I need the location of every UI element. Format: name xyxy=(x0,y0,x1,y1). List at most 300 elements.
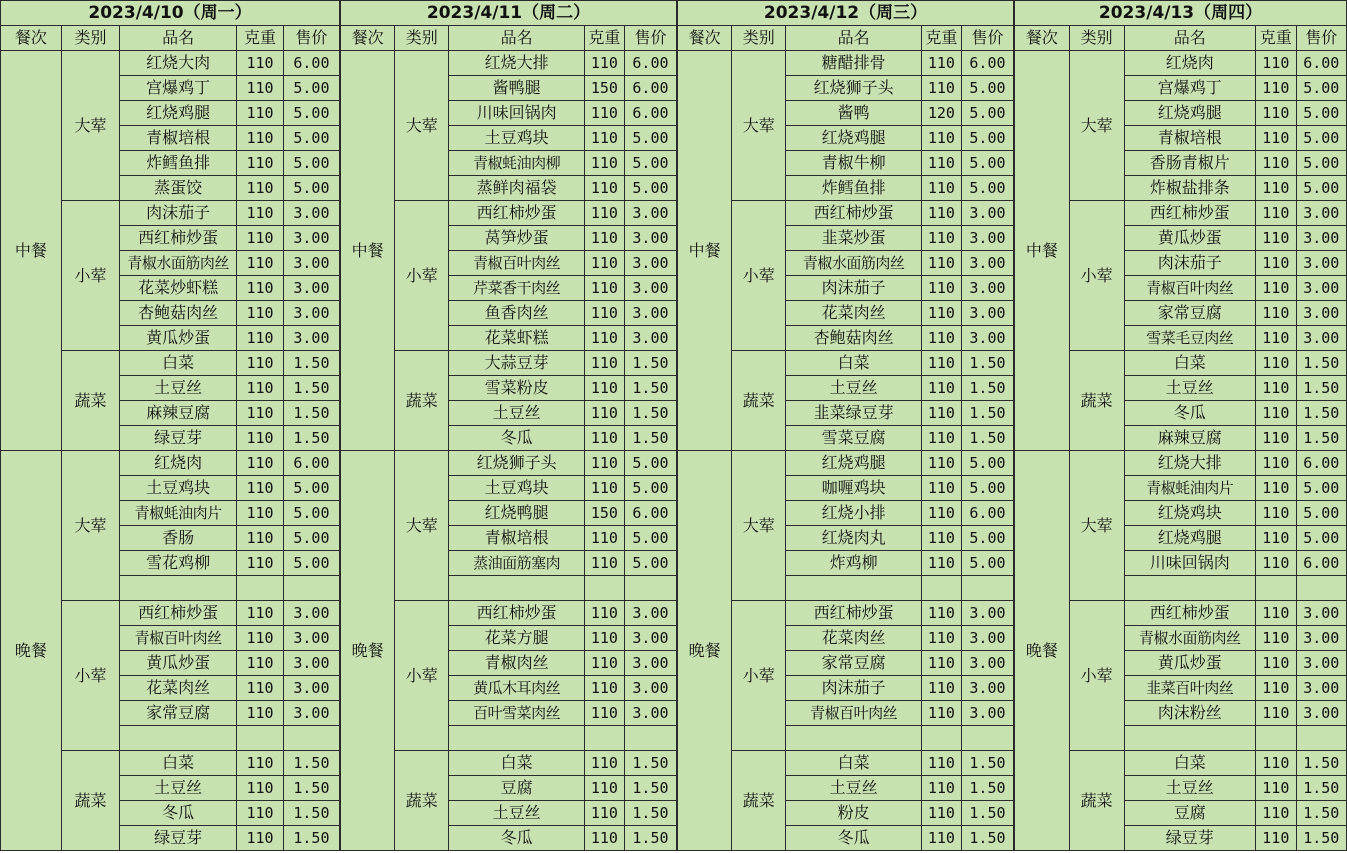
dish-name-cell[interactable]: 青椒百叶肉丝 xyxy=(449,251,584,276)
weight-cell[interactable]: 110 xyxy=(237,501,284,526)
price-cell[interactable]: 3.00 xyxy=(624,626,676,651)
price-cell[interactable]: 6.00 xyxy=(624,101,676,126)
meal-col-header[interactable]: 餐次 xyxy=(341,26,395,51)
price-cell[interactable]: 5.00 xyxy=(1296,126,1346,151)
dish-name-cell[interactable]: 炸椒盐排条 xyxy=(1124,176,1255,201)
weight-cell[interactable]: 110 xyxy=(1256,201,1297,226)
price-cell[interactable]: 5.00 xyxy=(961,176,1013,201)
weight-cell[interactable]: 110 xyxy=(921,426,961,451)
price-cell[interactable]: 5.00 xyxy=(1296,501,1346,526)
dish-name-cell[interactable]: 花菜虾糕 xyxy=(449,326,584,351)
weight-cell[interactable]: 110 xyxy=(584,51,624,76)
price-cell[interactable] xyxy=(283,576,339,601)
weight-cell[interactable] xyxy=(237,576,284,601)
weight-cell[interactable]: 110 xyxy=(237,226,284,251)
meal-cell[interactable]: 中餐 xyxy=(1,51,62,451)
dish-name-cell[interactable]: 肉沫茄子 xyxy=(786,676,921,701)
weight-cell[interactable]: 110 xyxy=(921,151,961,176)
weight-cell[interactable]: 110 xyxy=(584,776,624,801)
name-col-header[interactable]: 品名 xyxy=(786,26,921,51)
weight-cell[interactable]: 110 xyxy=(921,776,961,801)
dish-name-cell[interactable]: 红烧大排 xyxy=(1124,451,1255,476)
weight-cell[interactable]: 110 xyxy=(1256,151,1297,176)
price-cell[interactable]: 1.50 xyxy=(624,426,676,451)
dish-name-cell[interactable]: 肉沫茄子 xyxy=(786,276,921,301)
price-cell[interactable]: 1.50 xyxy=(961,776,1013,801)
weight-cell[interactable]: 110 xyxy=(237,601,284,626)
dish-name-cell[interactable]: 糖醋排骨 xyxy=(786,51,921,76)
category-cell[interactable]: 小荤 xyxy=(1069,601,1124,751)
category-cell[interactable]: 大荤 xyxy=(1069,451,1124,601)
weight-cell[interactable]: 110 xyxy=(584,676,624,701)
dish-name-cell[interactable]: 花菜肉丝 xyxy=(786,301,921,326)
dish-name-cell[interactable]: 西红柿炒蛋 xyxy=(449,601,584,626)
weight-cell[interactable]: 110 xyxy=(1256,276,1297,301)
price-cell[interactable]: 3.00 xyxy=(1296,251,1346,276)
price-cell[interactable]: 3.00 xyxy=(961,201,1013,226)
price-cell[interactable]: 5.00 xyxy=(283,476,339,501)
weight-cell[interactable]: 110 xyxy=(1256,501,1297,526)
meal-cell[interactable]: 晚餐 xyxy=(341,451,395,851)
dish-name-cell[interactable]: 麻辣豆腐 xyxy=(1124,426,1255,451)
price-cell[interactable]: 6.00 xyxy=(624,76,676,101)
price-cell[interactable]: 1.50 xyxy=(1296,401,1346,426)
price-col-header[interactable]: 售价 xyxy=(961,26,1013,51)
price-cell[interactable]: 1.50 xyxy=(961,801,1013,826)
price-cell[interactable]: 3.00 xyxy=(283,201,339,226)
weight-cell[interactable]: 110 xyxy=(1256,426,1297,451)
weight-cell[interactable]: 110 xyxy=(1256,226,1297,251)
price-cell[interactable]: 5.00 xyxy=(961,476,1013,501)
dish-name-cell[interactable]: 青椒百叶肉丝 xyxy=(786,701,921,726)
price-cell[interactable]: 3.00 xyxy=(1296,301,1346,326)
dish-name-cell[interactable]: 土豆丝 xyxy=(449,401,584,426)
category-cell[interactable]: 大荤 xyxy=(61,451,119,601)
dish-name-cell[interactable]: 白菜 xyxy=(1124,751,1255,776)
weight-cell[interactable]: 110 xyxy=(584,251,624,276)
price-cell[interactable]: 3.00 xyxy=(283,651,339,676)
weight-cell[interactable]: 110 xyxy=(584,451,624,476)
dish-name-cell[interactable] xyxy=(786,576,921,601)
price-cell[interactable]: 1.50 xyxy=(961,376,1013,401)
category-cell[interactable]: 大荤 xyxy=(732,51,786,201)
meal-cell[interactable]: 晚餐 xyxy=(1,451,62,851)
weight-cell[interactable] xyxy=(1256,726,1297,751)
day-date-header[interactable]: 2023/4/10（周一） xyxy=(1,1,340,26)
weight-cell[interactable]: 110 xyxy=(237,676,284,701)
dish-name-cell[interactable]: 土豆丝 xyxy=(120,376,237,401)
dish-name-cell[interactable]: 土豆丝 xyxy=(449,801,584,826)
price-cell[interactable]: 5.00 xyxy=(283,126,339,151)
weight-cell[interactable]: 110 xyxy=(237,301,284,326)
weight-cell[interactable]: 110 xyxy=(237,251,284,276)
dish-name-cell[interactable]: 土豆鸡块 xyxy=(449,476,584,501)
dish-name-cell[interactable]: 青椒肉丝 xyxy=(449,651,584,676)
price-col-header[interactable]: 售价 xyxy=(283,26,339,51)
price-cell[interactable] xyxy=(624,576,676,601)
weight-col-header[interactable]: 克重 xyxy=(584,26,624,51)
weight-cell[interactable]: 110 xyxy=(584,326,624,351)
weight-cell[interactable]: 110 xyxy=(1256,551,1297,576)
price-cell[interactable]: 3.00 xyxy=(283,701,339,726)
price-cell[interactable]: 1.50 xyxy=(624,401,676,426)
dish-name-cell[interactable]: 花菜肉丝 xyxy=(786,626,921,651)
dish-name-cell[interactable]: 蒸鲜肉福袋 xyxy=(449,176,584,201)
dish-name-cell[interactable]: 土豆丝 xyxy=(786,376,921,401)
dish-name-cell[interactable]: 炸鳕鱼排 xyxy=(786,176,921,201)
dish-name-cell[interactable]: 青椒蚝油肉片 xyxy=(120,501,237,526)
weight-cell[interactable]: 110 xyxy=(1256,326,1297,351)
weight-cell[interactable]: 110 xyxy=(921,451,961,476)
price-cell[interactable]: 1.50 xyxy=(961,426,1013,451)
dish-name-cell[interactable]: 川味回锅肉 xyxy=(449,101,584,126)
weight-cell[interactable]: 110 xyxy=(584,826,624,851)
price-cell[interactable]: 5.00 xyxy=(283,176,339,201)
dish-name-cell[interactable]: 红烧狮子头 xyxy=(786,76,921,101)
weight-cell[interactable]: 110 xyxy=(584,101,624,126)
category-cell[interactable]: 蔬菜 xyxy=(395,351,449,451)
category-cell[interactable]: 大荤 xyxy=(732,451,786,601)
dish-name-cell[interactable]: 土豆鸡块 xyxy=(449,126,584,151)
price-cell[interactable]: 3.00 xyxy=(283,276,339,301)
weight-cell[interactable]: 110 xyxy=(1256,751,1297,776)
weight-cell[interactable]: 110 xyxy=(237,526,284,551)
category-col-header[interactable]: 类别 xyxy=(61,26,119,51)
weight-cell[interactable]: 110 xyxy=(237,826,284,851)
dish-name-cell[interactable]: 韭菜绿豆芽 xyxy=(786,401,921,426)
dish-name-cell[interactable]: 青椒培根 xyxy=(1124,126,1255,151)
dish-name-cell[interactable]: 冬瓜 xyxy=(449,826,584,851)
weight-cell[interactable]: 110 xyxy=(584,401,624,426)
weight-cell[interactable]: 110 xyxy=(237,276,284,301)
weight-cell[interactable]: 110 xyxy=(921,226,961,251)
price-cell[interactable]: 1.50 xyxy=(961,826,1013,851)
weight-cell[interactable]: 110 xyxy=(584,276,624,301)
price-cell[interactable]: 3.00 xyxy=(1296,226,1346,251)
meal-cell[interactable]: 晚餐 xyxy=(678,451,732,851)
dish-name-cell[interactable]: 花菜炒虾糕 xyxy=(120,276,237,301)
weight-cell[interactable]: 110 xyxy=(237,701,284,726)
dish-name-cell[interactable]: 香肠青椒片 xyxy=(1124,151,1255,176)
price-cell[interactable]: 6.00 xyxy=(1296,451,1346,476)
weight-cell[interactable]: 110 xyxy=(1256,251,1297,276)
price-cell[interactable]: 3.00 xyxy=(283,601,339,626)
weight-col-header[interactable]: 克重 xyxy=(1256,26,1297,51)
weight-cell[interactable]: 110 xyxy=(237,176,284,201)
day-date-header[interactable]: 2023/4/11（周二） xyxy=(341,1,677,26)
dish-name-cell[interactable]: 百叶雪菜肉丝 xyxy=(449,701,584,726)
dish-name-cell[interactable]: 冬瓜 xyxy=(786,826,921,851)
price-cell[interactable]: 5.00 xyxy=(1296,151,1346,176)
dish-name-cell[interactable] xyxy=(120,576,237,601)
weight-cell[interactable]: 110 xyxy=(584,351,624,376)
price-cell[interactable]: 5.00 xyxy=(283,101,339,126)
price-cell[interactable]: 6.00 xyxy=(1296,551,1346,576)
weight-cell[interactable] xyxy=(921,576,961,601)
weight-cell[interactable]: 110 xyxy=(584,526,624,551)
price-cell[interactable]: 5.00 xyxy=(624,151,676,176)
price-cell[interactable]: 3.00 xyxy=(624,276,676,301)
dish-name-cell[interactable]: 蒸油面筋塞肉 xyxy=(449,551,584,576)
price-cell[interactable]: 3.00 xyxy=(283,626,339,651)
price-cell[interactable]: 3.00 xyxy=(624,226,676,251)
price-cell[interactable]: 1.50 xyxy=(961,351,1013,376)
price-cell[interactable]: 3.00 xyxy=(624,301,676,326)
dish-name-cell[interactable]: 白菜 xyxy=(120,351,237,376)
dish-name-cell[interactable]: 土豆丝 xyxy=(120,776,237,801)
weight-cell[interactable]: 110 xyxy=(1256,401,1297,426)
price-cell[interactable]: 3.00 xyxy=(283,251,339,276)
weight-cell[interactable]: 110 xyxy=(1256,801,1297,826)
weight-cell[interactable]: 110 xyxy=(237,476,284,501)
dish-name-cell[interactable]: 白菜 xyxy=(786,751,921,776)
dish-name-cell[interactable]: 土豆丝 xyxy=(786,776,921,801)
price-cell[interactable]: 3.00 xyxy=(961,601,1013,626)
price-cell[interactable]: 1.50 xyxy=(624,776,676,801)
weight-cell[interactable]: 110 xyxy=(237,776,284,801)
price-cell[interactable] xyxy=(961,576,1013,601)
price-cell[interactable]: 3.00 xyxy=(624,651,676,676)
price-cell[interactable]: 3.00 xyxy=(624,251,676,276)
dish-name-cell[interactable]: 花菜肉丝 xyxy=(120,676,237,701)
dish-name-cell[interactable]: 西红柿炒蛋 xyxy=(1124,601,1255,626)
weight-cell[interactable]: 110 xyxy=(237,151,284,176)
weight-cell[interactable]: 110 xyxy=(921,501,961,526)
price-col-header[interactable]: 售价 xyxy=(1296,26,1346,51)
meal-col-header[interactable]: 餐次 xyxy=(678,26,732,51)
price-cell[interactable]: 3.00 xyxy=(1296,651,1346,676)
price-cell[interactable]: 3.00 xyxy=(961,676,1013,701)
price-cell[interactable]: 3.00 xyxy=(1296,601,1346,626)
price-cell[interactable]: 3.00 xyxy=(961,701,1013,726)
dish-name-cell[interactable]: 西红柿炒蛋 xyxy=(449,201,584,226)
price-cell[interactable] xyxy=(961,726,1013,751)
weight-cell[interactable]: 110 xyxy=(1256,51,1297,76)
price-cell[interactable]: 5.00 xyxy=(624,526,676,551)
dish-name-cell[interactable]: 红烧鸡腿 xyxy=(120,101,237,126)
dish-name-cell[interactable]: 炸鸡柳 xyxy=(786,551,921,576)
weight-cell[interactable]: 110 xyxy=(921,251,961,276)
dish-name-cell[interactable]: 杏鲍菇肉丝 xyxy=(120,301,237,326)
price-cell[interactable]: 1.50 xyxy=(283,401,339,426)
weight-cell[interactable]: 110 xyxy=(237,126,284,151)
weight-cell[interactable]: 110 xyxy=(921,651,961,676)
meal-col-header[interactable]: 餐次 xyxy=(1,26,62,51)
category-cell[interactable]: 蔬菜 xyxy=(61,751,119,851)
dish-name-cell[interactable]: 肉沫粉丝 xyxy=(1124,701,1255,726)
dish-name-cell[interactable]: 韭菜百叶肉丝 xyxy=(1124,676,1255,701)
price-cell[interactable]: 3.00 xyxy=(961,226,1013,251)
weight-cell[interactable]: 110 xyxy=(237,376,284,401)
weight-cell[interactable]: 110 xyxy=(1256,451,1297,476)
price-cell[interactable]: 6.00 xyxy=(283,451,339,476)
price-cell[interactable]: 5.00 xyxy=(1296,176,1346,201)
dish-name-cell[interactable]: 青椒蚝油肉片 xyxy=(1124,476,1255,501)
price-cell[interactable]: 3.00 xyxy=(1296,626,1346,651)
price-cell[interactable]: 1.50 xyxy=(1296,351,1346,376)
dish-name-cell[interactable]: 红烧肉丸 xyxy=(786,526,921,551)
dish-name-cell[interactable]: 黄瓜炒蛋 xyxy=(120,326,237,351)
price-cell[interactable]: 3.00 xyxy=(283,326,339,351)
category-cell[interactable]: 大荤 xyxy=(1069,51,1124,201)
weight-cell[interactable]: 110 xyxy=(237,451,284,476)
dish-name-cell[interactable]: 黄瓜炒蛋 xyxy=(120,651,237,676)
price-cell[interactable]: 1.50 xyxy=(1296,751,1346,776)
dish-name-cell[interactable]: 白菜 xyxy=(449,751,584,776)
price-cell[interactable]: 1.50 xyxy=(283,351,339,376)
weight-cell[interactable]: 110 xyxy=(921,301,961,326)
weight-cell[interactable]: 110 xyxy=(584,126,624,151)
category-cell[interactable]: 小荤 xyxy=(732,201,786,351)
weight-cell[interactable]: 110 xyxy=(584,301,624,326)
weight-cell[interactable]: 110 xyxy=(921,176,961,201)
category-cell[interactable]: 蔬菜 xyxy=(1069,751,1124,851)
price-cell[interactable]: 5.00 xyxy=(1296,101,1346,126)
dish-name-cell[interactable] xyxy=(449,576,584,601)
price-cell[interactable]: 6.00 xyxy=(961,501,1013,526)
dish-name-cell[interactable]: 红烧鸡腿 xyxy=(786,451,921,476)
price-cell[interactable]: 1.50 xyxy=(624,801,676,826)
dish-name-cell[interactable]: 西红柿炒蛋 xyxy=(786,601,921,626)
weight-cell[interactable]: 110 xyxy=(921,476,961,501)
dish-name-cell[interactable]: 宫爆鸡丁 xyxy=(120,76,237,101)
price-cell[interactable]: 5.00 xyxy=(624,551,676,576)
dish-name-cell[interactable] xyxy=(1124,576,1255,601)
price-cell[interactable] xyxy=(283,726,339,751)
dish-name-cell[interactable]: 黄瓜木耳肉丝 xyxy=(449,676,584,701)
weight-cell[interactable]: 110 xyxy=(921,701,961,726)
price-cell[interactable]: 3.00 xyxy=(1296,201,1346,226)
price-cell[interactable]: 1.50 xyxy=(1296,801,1346,826)
price-cell[interactable]: 1.50 xyxy=(283,801,339,826)
weight-cell[interactable]: 110 xyxy=(584,801,624,826)
dish-name-cell[interactable]: 西红柿炒蛋 xyxy=(120,601,237,626)
price-cell[interactable]: 1.50 xyxy=(624,826,676,851)
weight-col-header[interactable]: 克重 xyxy=(237,26,284,51)
category-cell[interactable]: 小荤 xyxy=(732,601,786,751)
dish-name-cell[interactable]: 西红柿炒蛋 xyxy=(786,201,921,226)
weight-cell[interactable]: 150 xyxy=(584,76,624,101)
category-cell[interactable]: 蔬菜 xyxy=(732,751,786,851)
dish-name-cell[interactable]: 雪菜粉皮 xyxy=(449,376,584,401)
weight-cell[interactable]: 110 xyxy=(1256,76,1297,101)
weight-cell[interactable]: 110 xyxy=(584,201,624,226)
price-cell[interactable]: 1.50 xyxy=(283,751,339,776)
dish-name-cell[interactable]: 豆腐 xyxy=(449,776,584,801)
price-cell[interactable]: 3.00 xyxy=(961,276,1013,301)
dish-name-cell[interactable]: 黄瓜炒蛋 xyxy=(1124,226,1255,251)
price-cell[interactable]: 1.50 xyxy=(961,401,1013,426)
price-cell[interactable]: 3.00 xyxy=(961,251,1013,276)
dish-name-cell[interactable]: 红烧肉 xyxy=(120,451,237,476)
weight-cell[interactable]: 120 xyxy=(921,101,961,126)
dish-name-cell[interactable]: 家常豆腐 xyxy=(786,651,921,676)
price-cell[interactable]: 1.50 xyxy=(1296,826,1346,851)
weight-cell[interactable]: 110 xyxy=(921,826,961,851)
weight-cell[interactable]: 110 xyxy=(237,101,284,126)
dish-name-cell[interactable]: 黄瓜炒蛋 xyxy=(1124,651,1255,676)
weight-cell[interactable]: 110 xyxy=(1256,776,1297,801)
category-cell[interactable]: 小荤 xyxy=(395,601,449,751)
weight-cell[interactable]: 110 xyxy=(1256,526,1297,551)
category-cell[interactable]: 大荤 xyxy=(395,451,449,601)
dish-name-cell[interactable] xyxy=(449,726,584,751)
meal-cell[interactable]: 中餐 xyxy=(341,51,395,451)
weight-cell[interactable]: 110 xyxy=(237,51,284,76)
weight-cell[interactable]: 110 xyxy=(921,76,961,101)
weight-cell[interactable]: 110 xyxy=(237,201,284,226)
category-col-header[interactable]: 类别 xyxy=(395,26,449,51)
weight-cell[interactable]: 110 xyxy=(921,401,961,426)
dish-name-cell[interactable]: 西红柿炒蛋 xyxy=(120,226,237,251)
weight-cell[interactable]: 110 xyxy=(237,801,284,826)
price-cell[interactable]: 3.00 xyxy=(1296,676,1346,701)
price-cell[interactable]: 3.00 xyxy=(624,201,676,226)
weight-cell[interactable]: 110 xyxy=(237,76,284,101)
price-cell[interactable]: 1.50 xyxy=(624,376,676,401)
meal-cell[interactable]: 中餐 xyxy=(1015,51,1070,451)
weight-cell[interactable]: 110 xyxy=(1256,176,1297,201)
weight-cell[interactable]: 110 xyxy=(237,426,284,451)
weight-cell[interactable]: 110 xyxy=(584,376,624,401)
price-cell[interactable]: 5.00 xyxy=(961,451,1013,476)
dish-name-cell[interactable]: 杏鲍菇肉丝 xyxy=(786,326,921,351)
dish-name-cell[interactable]: 肉沫茄子 xyxy=(1124,251,1255,276)
weight-cell[interactable]: 110 xyxy=(584,651,624,676)
dish-name-cell[interactable] xyxy=(120,726,237,751)
dish-name-cell[interactable]: 红烧鸡腿 xyxy=(1124,526,1255,551)
price-cell[interactable] xyxy=(624,726,676,751)
weight-cell[interactable]: 110 xyxy=(584,426,624,451)
dish-name-cell[interactable]: 青椒水面筋肉丝 xyxy=(120,251,237,276)
price-cell[interactable]: 1.50 xyxy=(283,376,339,401)
weight-cell[interactable]: 110 xyxy=(237,401,284,426)
dish-name-cell[interactable] xyxy=(1124,726,1255,751)
category-col-header[interactable]: 类别 xyxy=(1069,26,1124,51)
price-cell[interactable]: 1.50 xyxy=(624,351,676,376)
price-cell[interactable]: 1.50 xyxy=(1296,376,1346,401)
weight-cell[interactable]: 110 xyxy=(921,276,961,301)
price-cell[interactable]: 1.50 xyxy=(283,776,339,801)
weight-cell[interactable]: 110 xyxy=(921,551,961,576)
weight-cell[interactable]: 110 xyxy=(237,351,284,376)
weight-cell[interactable]: 110 xyxy=(237,626,284,651)
meal-cell[interactable]: 晚餐 xyxy=(1015,451,1070,851)
dish-name-cell[interactable]: 麻辣豆腐 xyxy=(120,401,237,426)
weight-cell[interactable]: 110 xyxy=(1256,676,1297,701)
price-cell[interactable]: 5.00 xyxy=(283,551,339,576)
dish-name-cell[interactable]: 粉皮 xyxy=(786,801,921,826)
price-cell[interactable]: 6.00 xyxy=(283,51,339,76)
dish-name-cell[interactable]: 红烧鸡腿 xyxy=(1124,101,1255,126)
category-cell[interactable]: 小荤 xyxy=(61,201,119,351)
category-cell[interactable]: 大荤 xyxy=(395,51,449,201)
weight-cell[interactable]: 110 xyxy=(1256,351,1297,376)
price-cell[interactable]: 5.00 xyxy=(624,176,676,201)
weight-cell[interactable]: 110 xyxy=(921,526,961,551)
weight-cell[interactable]: 110 xyxy=(921,676,961,701)
price-cell[interactable]: 3.00 xyxy=(961,301,1013,326)
price-cell[interactable]: 1.50 xyxy=(1296,426,1346,451)
price-cell[interactable]: 5.00 xyxy=(283,151,339,176)
dish-name-cell[interactable]: 红烧大排 xyxy=(449,51,584,76)
weight-cell[interactable]: 110 xyxy=(237,326,284,351)
dish-name-cell[interactable]: 青椒百叶肉丝 xyxy=(1124,276,1255,301)
price-cell[interactable]: 3.00 xyxy=(624,676,676,701)
dish-name-cell[interactable]: 青椒蚝油肉柳 xyxy=(449,151,584,176)
weight-cell[interactable]: 110 xyxy=(584,701,624,726)
price-cell[interactable]: 6.00 xyxy=(961,51,1013,76)
